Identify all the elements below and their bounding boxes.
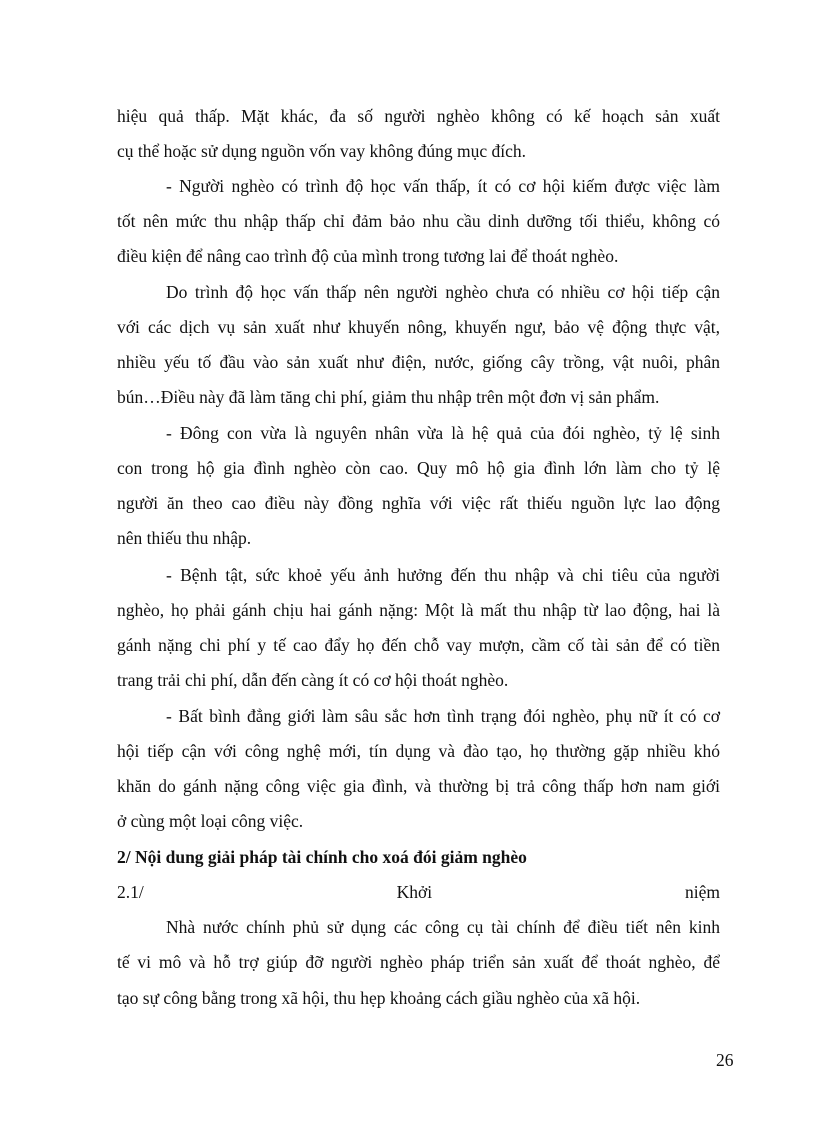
page-number: 26 (716, 1050, 734, 1070)
body-line: người ăn theo cao điều này đồng nghĩa với việc rất thiếu nguồn lực lao động (117, 493, 720, 513)
body-line: hội tiếp cận với công nghệ mới, tín dụng và đào tạo, họ thường gặp nhiều khó (117, 741, 720, 761)
body-line: hiệu quả thấp. Mặt khác, đa số người nghèo không có kế hoạch sản xuất (117, 106, 720, 126)
body-line: gánh nặng chi phí y tế cao đẩy họ đến chỗ vay mượn, cầm cố tài sản để có tiền (117, 635, 720, 655)
body-line: - Bất bình đẳng giới làm sâu sắc hơn tình trạng đói nghèo, phụ nữ ít có cơ (166, 706, 720, 726)
body-line: khăn do gánh nặng công việc gia đình, và thường bị trả công thấp hơn nam giới (117, 776, 720, 796)
body-line: tế vi mô và hỗ trợ giúp đỡ người nghèo pháp triển sản xuất để thoát nghèo, để (117, 952, 720, 972)
subsection-word: niệm (684, 882, 720, 902)
subsection-heading (117, 880, 720, 904)
subsection-number: 2.1/ (117, 882, 144, 902)
body-line: tạo sự công bằng trong xã hội, thu hẹp khoảng cách giầu nghèo của xã hội. (117, 988, 641, 1008)
body-line: ở cùng một loại công việc. (117, 811, 304, 831)
section-heading: 2/ Nội dung giải pháp tài chính cho xoá đói giảm nghèo (117, 847, 527, 867)
body-line: nghèo, họ phải gánh chịu hai gánh nặng: Một là mất thu nhập từ lao động, hai là (117, 600, 720, 620)
body-line: nhiều yếu tố đầu vào sản xuất như điện, nước, giống cây trồng, vật nuôi, phân (117, 352, 720, 372)
subsection-word: Khởi (396, 882, 433, 902)
body-line: trang trải chi phí, dẫn đến càng ít có cơ hội thoát nghèo. (117, 670, 509, 690)
body-line: với các dịch vụ sản xuất như khuyến nông, khuyến ngư, bảo vệ động thực vật, (117, 317, 720, 337)
body-line: Do trình độ học vấn thấp nên người nghèo chưa có nhiều cơ hội tiếp cận (166, 282, 720, 302)
body-line: - Bệnh tật, sức khoẻ yếu ảnh hưởng đến thu nhập và chi tiêu của người (166, 565, 720, 585)
body-line: Nhà nước chính phủ sử dụng các công cụ tài chính để điều tiết nên kinh (166, 917, 720, 937)
body-line: bún…Điều này đã làm tăng chi phí, giảm thu nhập trên một đơn vị sản phẩm. (117, 387, 660, 407)
body-line: tốt nên mức thu nhập thấp chỉ đảm bảo nhu cầu dinh dưỡng tối thiểu, không có (117, 211, 720, 231)
body-line: nên thiếu thu nhập. (117, 528, 252, 548)
body-line: - Người nghèo có trình độ học vấn thấp, ít có cơ hội kiếm được việc làm (166, 176, 720, 196)
body-line: - Đông con vừa là nguyên nhân vừa là hệ quả của đói nghèo, tỷ lệ sinh (166, 423, 720, 443)
body-line: con trong hộ gia đình nghèo còn cao. Quy mô hộ gia đình lớn làm cho tỷ lệ (117, 458, 720, 478)
body-line: cụ thể hoặc sử dụng nguồn vốn vay không đúng mục đích. (117, 141, 527, 161)
body-line: điều kiện để nâng cao trình độ của mình trong tương lai để thoát nghèo. (117, 246, 619, 266)
